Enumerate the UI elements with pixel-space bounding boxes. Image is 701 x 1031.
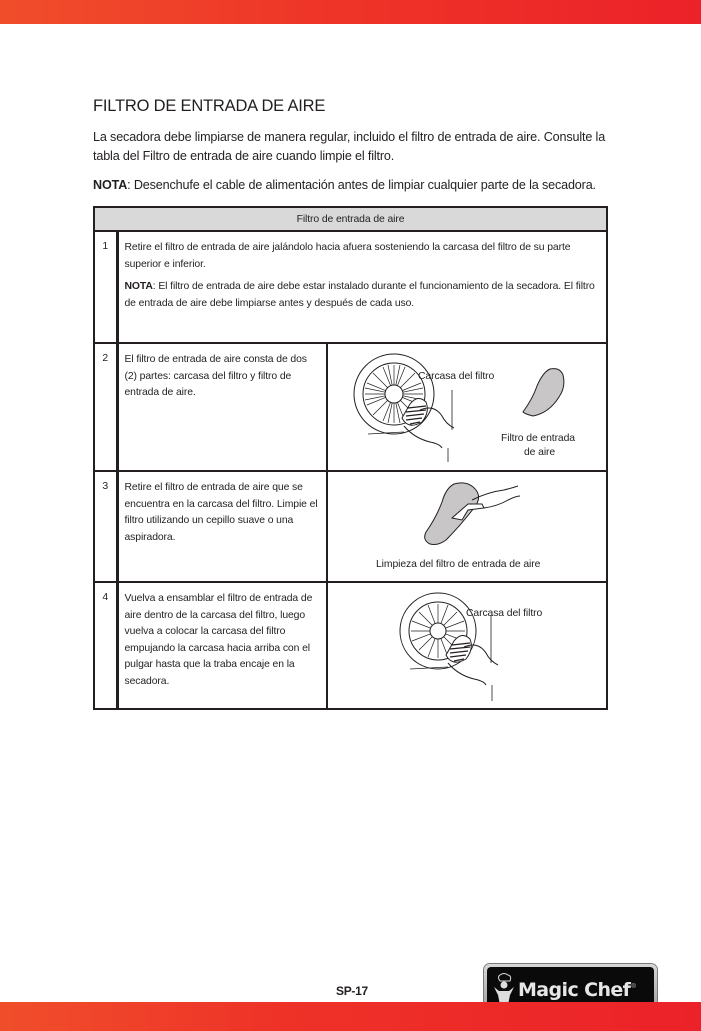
table-row <box>94 471 607 582</box>
step-text <box>117 231 607 343</box>
step-figure <box>327 582 607 709</box>
bottom-accent-bar <box>0 1002 701 1031</box>
section <box>93 96 608 194</box>
step-text <box>117 471 327 582</box>
step-text <box>117 582 327 709</box>
filter-housing-illustration <box>348 352 488 462</box>
step-number: 1 <box>94 231 117 343</box>
registered-mark: ® <box>631 984 636 990</box>
figure-label: Carcasa del filtro <box>466 608 543 619</box>
intake-filter-illustration <box>518 366 568 418</box>
note-text: : Desenchufe el cable de alimentación antes de limpiar cualquier parte de la secadora. <box>127 178 596 192</box>
step-figure <box>327 343 607 471</box>
step-note-label: NOTA <box>124 281 153 292</box>
step-instruction: Retire el filtro de entrada de aire jalándolo hacia afuera sosteniendo la carcasa del filtro de su parte superior e inferior. <box>124 242 571 270</box>
step-instruction: Retire el filtro de entrada de aire que se encuentra en la carcasa del filtro. Limpie el filtro utilizando un cepillo suave o una aspiradora. <box>124 482 318 543</box>
step-instruction: El filtro de entrada de aire consta de dos (2) partes: carcasa del filtro y filtro de entrada de aire. <box>124 354 307 398</box>
table-row <box>94 343 607 471</box>
figure-label: Filtro de entrada <box>501 433 575 444</box>
step-text <box>117 343 327 471</box>
brand-name: Magic Chef <box>518 979 631 1001</box>
figure-label: Carcasa del filtro <box>418 371 495 382</box>
note-label: NOTA <box>93 178 128 192</box>
step-note <box>125 279 599 312</box>
section-note <box>93 176 608 194</box>
air-filter-table <box>93 206 608 710</box>
step-instruction: Vuelva a ensamblar el filtro de entrada de aire dentro de la carcasa del filtro, luego vuelva a colocar la carcasa del filtro empujando la carcasa hacia arriba con el pulgar hasta que la traba encaje en la secadora. <box>124 593 313 687</box>
step-number: 2 <box>94 343 117 471</box>
page-number: SP-17 <box>336 984 368 998</box>
step-number: 4 <box>94 582 117 709</box>
table-row <box>94 582 607 709</box>
table-header: Filtro de entrada de aire <box>94 207 607 231</box>
top-accent-bar <box>0 0 701 24</box>
figure-caption: Limpieza del filtro de entrada de aire <box>376 559 541 570</box>
section-title: FILTRO DE ENTRADA DE AIRE <box>93 97 326 115</box>
step-figure <box>327 471 607 582</box>
table-row <box>94 231 607 343</box>
section-intro: La secadora debe limpiarse de manera regular, incluido el filtro de entrada de aire. Consulte la tabla del Filtro de entrada de aire cuando limpie el filtro. <box>93 130 606 163</box>
figure-label: de aire <box>524 447 556 458</box>
step-number: 3 <box>94 471 117 582</box>
step-note-text: : El filtro de entrada de aire debe estar instalado durante el funcionamiento de la secadora. El filtro de entrada de aire debe limpiarse antes y después de cada uso. <box>124 281 595 309</box>
cleaning-filter-illustration <box>418 480 528 550</box>
